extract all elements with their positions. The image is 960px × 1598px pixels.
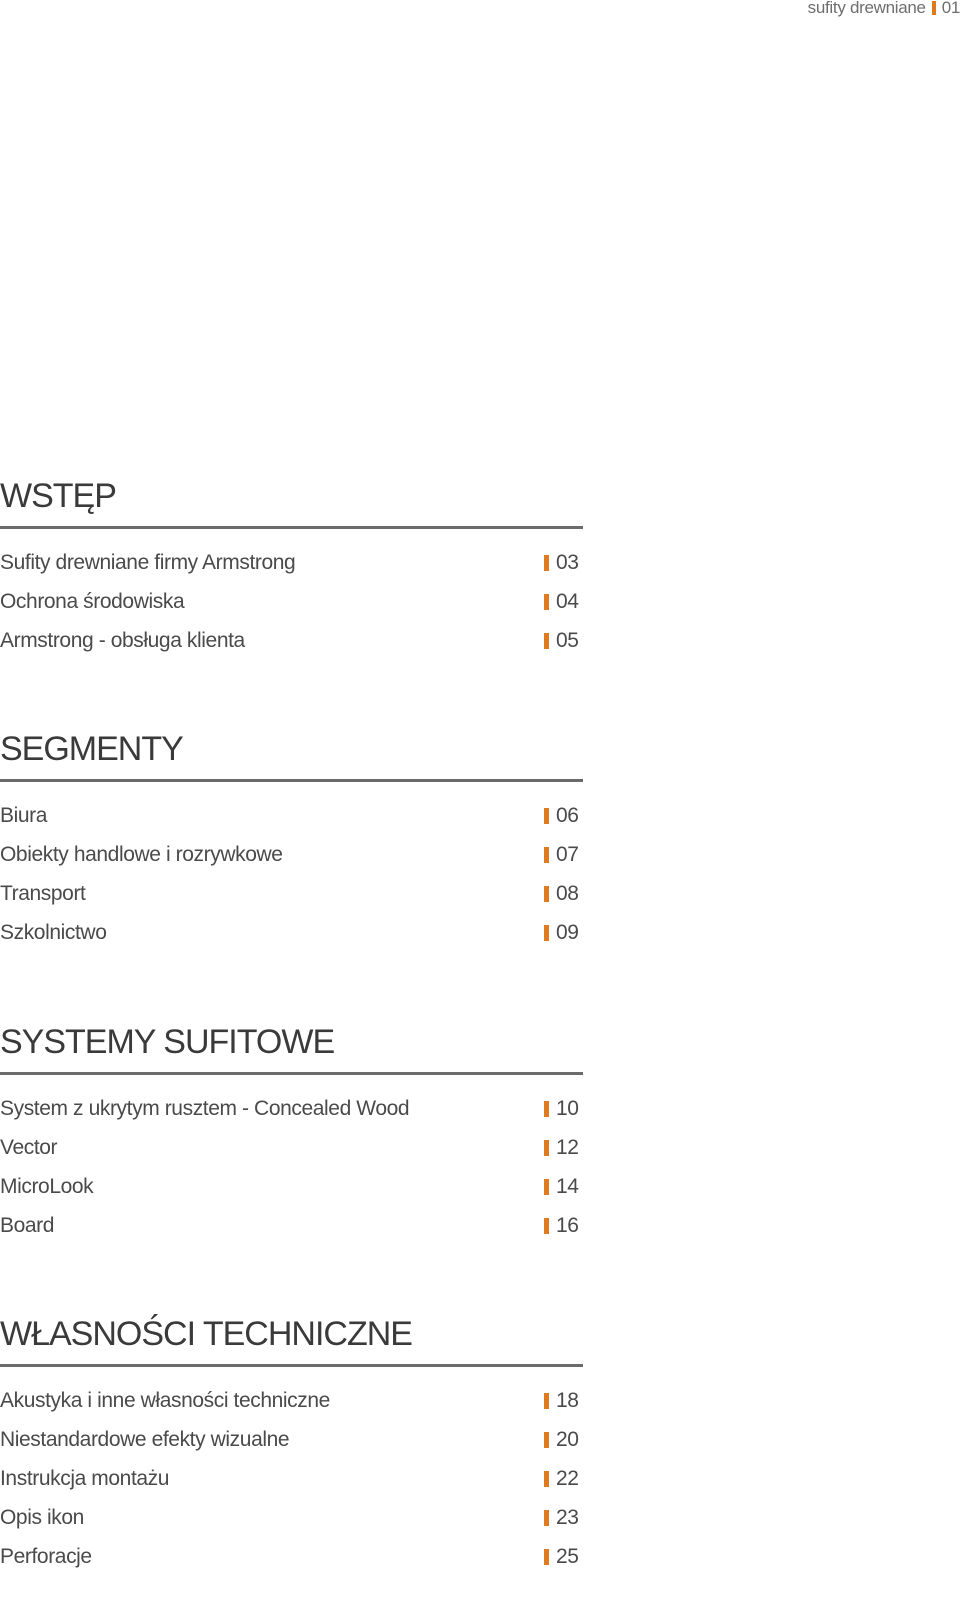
page-marker-bar [544,1218,549,1234]
section-title: SYSTEMY SUFITOWE [0,1023,335,1061]
toc-entry[interactable] [0,1459,583,1498]
toc-entry-page [544,590,583,614]
toc-entry-label: Instrukcja montażu [0,1466,170,1490]
toc-entry-page [544,1545,583,1569]
page-marker-bar [544,1432,549,1448]
toc-entry-page-number: 05 [556,628,579,652]
toc-entry-page-number: 06 [556,803,579,827]
toc-entry-page-number: 25 [556,1544,579,1568]
toc-section-segments [0,729,583,952]
toc-entry-label: MicroLook [0,1174,94,1198]
toc-entry-label: Board [0,1213,55,1237]
toc-entry-label: Szkolnictwo [0,920,107,944]
page-marker-bar [544,1179,549,1195]
toc-entry-label: Niestandardowe efekty wizualne [0,1427,290,1451]
toc-entry[interactable] [0,1167,583,1206]
toc-entry[interactable] [0,835,583,874]
toc-entry[interactable] [0,874,583,913]
toc-entry-page-number: 10 [556,1096,579,1120]
section-entries [0,1089,583,1245]
toc-entry[interactable] [0,1537,583,1576]
toc-entry-page-number: 14 [556,1174,579,1198]
toc-entry-label: Armstrong - obsługa klienta [0,628,245,652]
toc-entry-page [544,551,583,575]
section-divider [0,779,583,782]
toc-section-intro [0,476,583,660]
toc-entry[interactable] [0,796,583,835]
page-marker-bar [544,594,549,610]
toc-entry[interactable] [0,1498,583,1537]
page-marker-bar [544,633,549,649]
page-marker-bar [544,925,549,941]
page-marker-bar [544,1140,549,1156]
toc-entry-label: Opis ikon [0,1505,84,1529]
page-marker-bar [544,847,549,863]
section-divider [0,1364,583,1367]
toc-entry-page [544,882,583,906]
section-title: WŁASNOŚCI TECHNICZNE [0,1315,412,1353]
toc-entry-page-number: 07 [556,842,579,866]
page-marker-bar [544,555,549,571]
toc-entry-page [544,1175,583,1199]
toc-section-technical-properties [0,1314,583,1576]
toc-entry-page-number: 23 [556,1505,579,1529]
toc-entry-label: Biura [0,803,48,827]
toc-entry-page [544,1097,583,1121]
toc-entry-label: Ochrona środowiska [0,589,185,613]
toc-entry-page [544,921,583,945]
toc-entry-page-number: 12 [556,1135,579,1159]
toc-entry-page-number: 20 [556,1427,579,1451]
toc-entry-page-number: 03 [556,550,579,574]
toc-section-ceiling-systems [0,1022,583,1245]
section-divider [0,1072,583,1075]
toc-entry-page [544,1467,583,1491]
toc-entry-page [544,843,583,867]
page-marker-bar [544,1549,549,1565]
toc-entry-page-number: 04 [556,589,579,613]
running-header [808,0,960,18]
page-marker-bar [544,1471,549,1487]
toc-entry-page-number: 09 [556,920,579,944]
page-marker-bar [544,808,549,824]
toc-entry-page-number: 18 [556,1388,579,1412]
toc-entry-page [544,1428,583,1452]
toc-entry[interactable] [0,543,583,582]
running-header-title: sufity drewniane [807,0,926,17]
toc-entry-page-number: 08 [556,881,579,905]
toc-entry[interactable] [0,1420,583,1459]
toc-entry[interactable] [0,1206,583,1245]
page-marker-bar [544,1101,549,1117]
page-marker-bar [544,1393,549,1409]
toc-entry-page [544,629,583,653]
toc-entry-page-number: 16 [556,1213,579,1237]
page-marker-bar [544,886,549,902]
toc-entry-label: Obiekty handlowe i rozrywkowe [0,842,283,866]
running-header-page-number: 01 [941,0,960,17]
section-entries [0,543,583,660]
toc-entry-page [544,1506,583,1530]
toc-entry-page-number: 22 [556,1466,579,1490]
toc-entry-label: Akustyka i inne własności techniczne [0,1388,330,1412]
page-marker-bar [544,1510,549,1526]
section-title: WSTĘP [0,477,116,515]
section-divider [0,526,583,529]
section-title: SEGMENTY [0,730,183,768]
toc-entry[interactable] [0,582,583,621]
toc-entry-page [544,804,583,828]
toc-entry-page [544,1389,583,1413]
toc-entry[interactable] [0,1128,583,1167]
toc-entry-page [544,1214,583,1238]
toc-entry-label: Sufity drewniane firmy Armstrong [0,550,296,574]
toc-entry-page [544,1136,583,1160]
toc-entry[interactable] [0,621,583,660]
section-entries [0,1381,583,1576]
toc-entry-label: System z ukrytym rusztem - Concealed Wood [0,1096,410,1120]
toc-entry-label: Perforacje [0,1544,92,1568]
toc-entry[interactable] [0,1089,583,1128]
section-entries [0,796,583,952]
header-separator-bar [932,1,936,15]
toc-entry[interactable] [0,913,583,952]
toc-entry[interactable] [0,1381,583,1420]
toc-entry-label: Transport [0,881,86,905]
toc-entry-label: Vector [0,1135,58,1159]
